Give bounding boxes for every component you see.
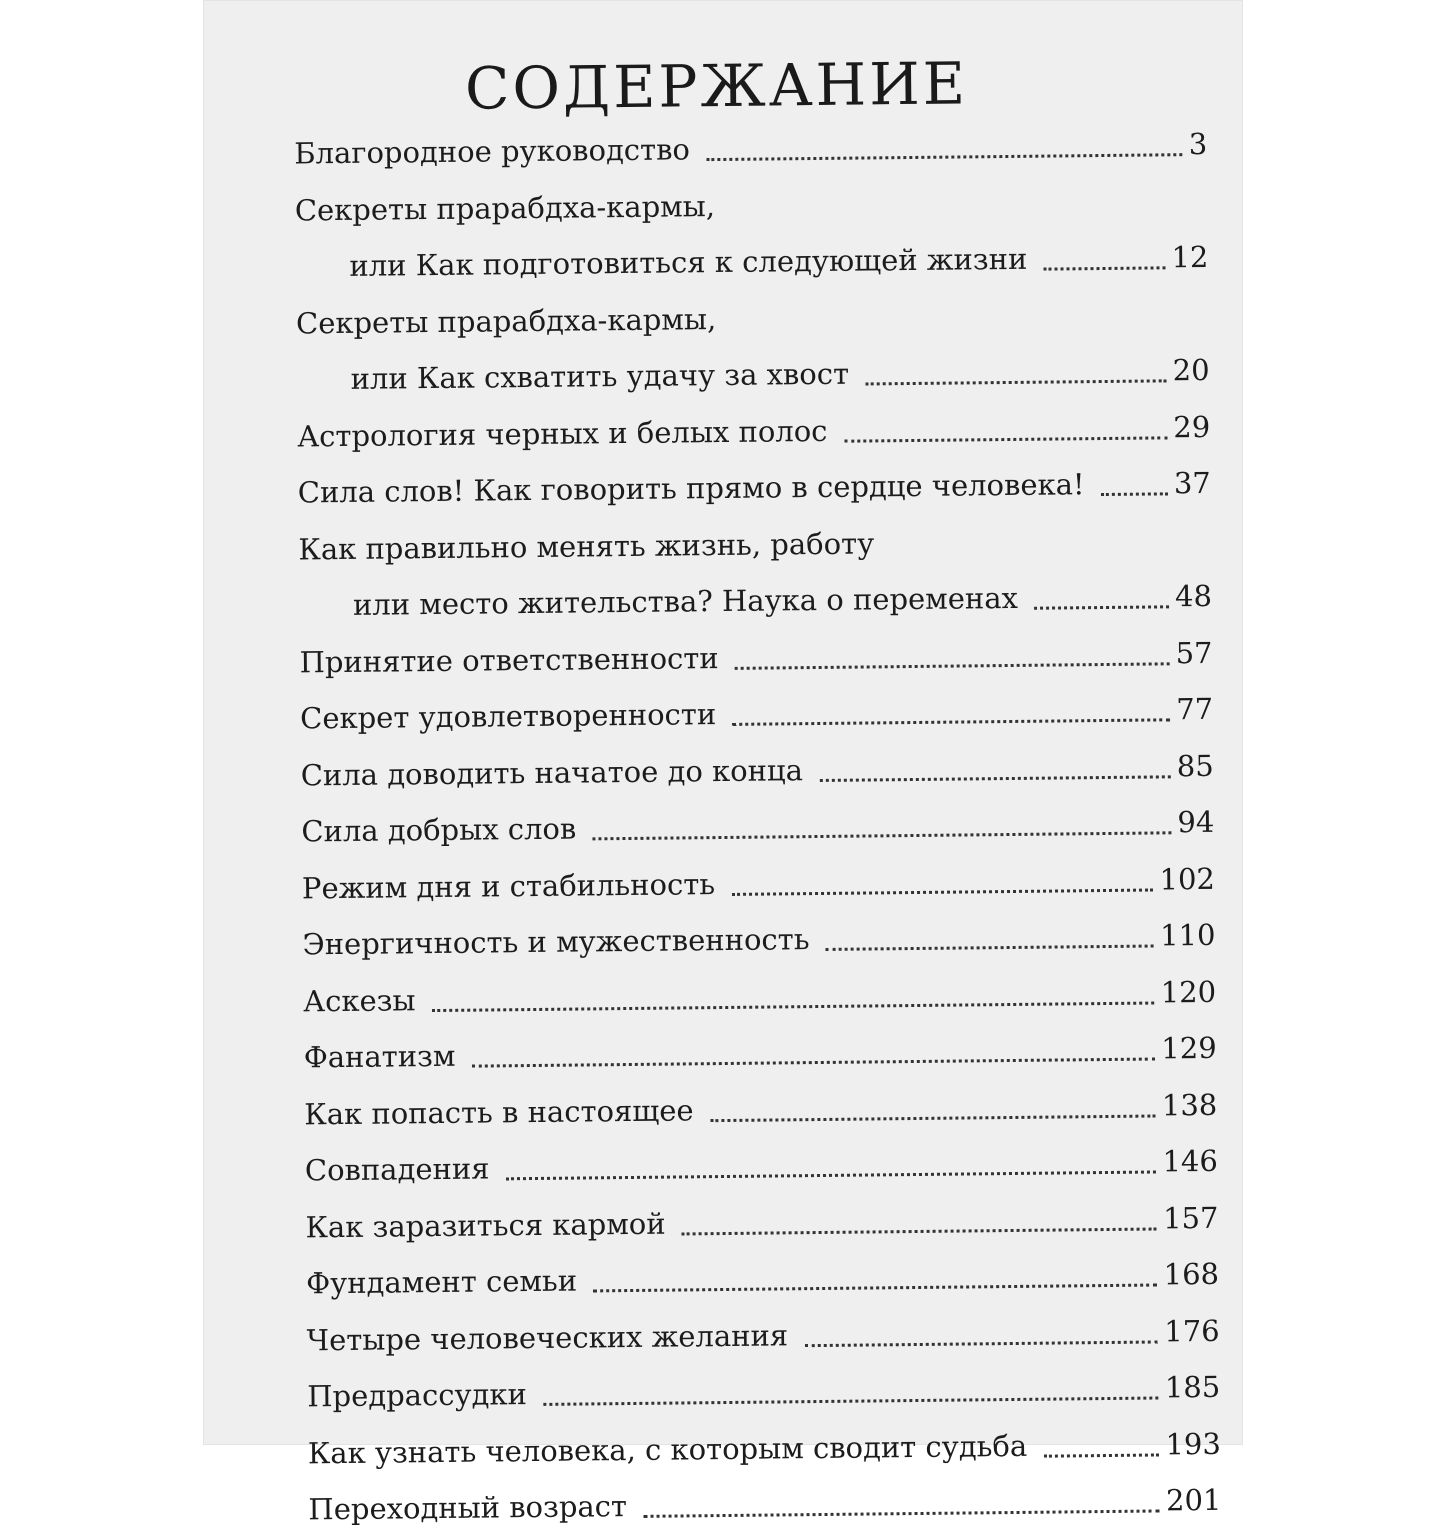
dot-leader xyxy=(472,1027,1155,1067)
toc-entry-title: Как попасть в настоящее xyxy=(304,1092,694,1131)
toc-entry-title: Фанатизм xyxy=(303,1038,456,1075)
table-of-contents xyxy=(196,0,1251,1527)
dot-leader xyxy=(643,1479,1160,1517)
toc-entry xyxy=(205,912,1245,971)
dot-leader xyxy=(710,1084,1156,1122)
dot-leader xyxy=(1034,575,1169,609)
toc-entry xyxy=(209,1251,1249,1310)
toc-entry-title: или место жительства? Наука о переменах xyxy=(352,580,1019,622)
toc-entry-title: Сила слов! Как говорить прямо в сердце человека! xyxy=(297,467,1085,510)
toc-entry-title: Секреты прарабдха-кармы, xyxy=(295,301,717,340)
toc-page-number: 20 xyxy=(1172,352,1210,388)
toc-page-number: 129 xyxy=(1161,1030,1217,1066)
toc-page-number: 176 xyxy=(1164,1313,1220,1348)
toc-entry-line xyxy=(201,516,1241,575)
toc-entry xyxy=(200,403,1240,462)
toc-entry-title: Четыре человеческих желания xyxy=(306,1317,789,1357)
toc-page-number: 168 xyxy=(1163,1256,1220,1292)
dot-leader xyxy=(826,915,1154,951)
toc-entry-title: Благородное руководство xyxy=(294,132,691,171)
dot-leader xyxy=(844,406,1167,442)
dot-leader xyxy=(543,1366,1159,1405)
toc-entry-title: Предрассудки xyxy=(307,1377,528,1414)
toc-entry xyxy=(211,1477,1251,1535)
toc-entry xyxy=(204,742,1244,801)
toc-page-number: 201 xyxy=(1165,1482,1222,1518)
toc-entry-title: Как заразиться кармой xyxy=(305,1206,666,1244)
toc-page-number: 12 xyxy=(1171,239,1209,275)
toc-page-number: 157 xyxy=(1162,1200,1219,1235)
toc-page-number: 146 xyxy=(1162,1143,1219,1179)
page-content xyxy=(196,0,1251,1527)
toc-entry xyxy=(208,1194,1248,1253)
toc-page-number: 3 xyxy=(1188,126,1208,162)
toc-entry-line xyxy=(199,290,1239,349)
dot-leader xyxy=(592,801,1171,840)
toc-entry-title: Секреты прарабдха-кармы, xyxy=(294,188,716,227)
toc-page-number: 29 xyxy=(1173,409,1211,444)
toc-entry-line xyxy=(198,177,1238,236)
toc-entry-title: Переходный возраст xyxy=(308,1489,628,1527)
toc-page-number: 85 xyxy=(1176,748,1214,783)
dot-leader xyxy=(682,1197,1157,1235)
toc-entry-title: Принятие ответственности xyxy=(299,640,719,679)
dot-leader xyxy=(819,745,1170,782)
dot-leader xyxy=(735,632,1170,670)
toc-page-number: 94 xyxy=(1177,804,1215,840)
toc-entry-title: Астрология черных и белых полос xyxy=(297,413,828,453)
dot-leader xyxy=(506,1140,1157,1180)
toc-entry-title: Секрет удовлетворенности xyxy=(299,697,717,736)
toc-entry xyxy=(206,1025,1246,1084)
toc-page-number: 138 xyxy=(1161,1087,1218,1122)
book-page xyxy=(203,0,1243,1527)
toc-entry xyxy=(198,234,1238,293)
toc-page-number: 120 xyxy=(1160,974,1217,1009)
dot-leader xyxy=(731,858,1153,895)
toc-entry-title: Фундамент семьи xyxy=(305,1263,578,1301)
toc-page-number: 110 xyxy=(1159,917,1216,953)
toc-page-number: 57 xyxy=(1175,635,1213,670)
toc-entry xyxy=(206,968,1246,1027)
toc-entry xyxy=(204,799,1244,858)
toc-entry-title: Совпадения xyxy=(304,1151,490,1188)
dot-leader xyxy=(804,1310,1158,1347)
toc-page-number: 102 xyxy=(1159,861,1216,896)
dot-leader xyxy=(432,971,1155,1012)
toc-entry-title: Энергичность и мужественность xyxy=(302,922,810,962)
toc-entry xyxy=(199,347,1239,406)
toc-entry-title: Как узнать человека, с которым сводит судьба xyxy=(307,1428,1028,1470)
toc-entry xyxy=(203,686,1243,745)
dot-leader xyxy=(1043,236,1165,270)
toc-entry-title: или Как схватить удачу за хвост xyxy=(350,356,850,396)
toc-page-number: 193 xyxy=(1165,1426,1221,1461)
toc-entry xyxy=(209,1307,1249,1366)
toc-entry xyxy=(205,855,1245,914)
dot-leader xyxy=(1043,1423,1159,1457)
toc-entry-title: Аскезы xyxy=(302,982,416,1018)
dot-leader xyxy=(732,688,1170,726)
toc-entry-title: или Как подготовиться к следующей жизни xyxy=(349,241,1028,283)
page-title: СОДЕРЖАНИЕ xyxy=(464,49,969,123)
dot-leader xyxy=(865,349,1166,385)
toc-entry xyxy=(202,573,1242,632)
toc-page-number: 37 xyxy=(1173,465,1211,501)
toc-entry xyxy=(208,1138,1248,1197)
toc-entry-title: Сила добрых слов xyxy=(301,811,577,849)
toc-entry xyxy=(202,629,1242,688)
toc-entry xyxy=(201,460,1241,519)
toc-entry xyxy=(207,1081,1247,1140)
toc-page-number: 77 xyxy=(1176,691,1214,727)
toc-page-number: 48 xyxy=(1174,578,1213,614)
toc-entry xyxy=(197,121,1237,180)
dot-leader xyxy=(1101,462,1168,496)
toc-page-number: 185 xyxy=(1164,1369,1221,1405)
toc-entry xyxy=(211,1420,1251,1479)
toc-entry xyxy=(210,1364,1250,1423)
toc-entry-title: Как правильно менять жизнь, работу xyxy=(298,525,875,566)
toc-entry-title: Режим дня и стабильность xyxy=(301,866,716,905)
toc-entry-title: Сила доводить начатое до конца xyxy=(300,752,804,792)
dot-leader xyxy=(706,123,1182,161)
dot-leader xyxy=(593,1253,1157,1292)
